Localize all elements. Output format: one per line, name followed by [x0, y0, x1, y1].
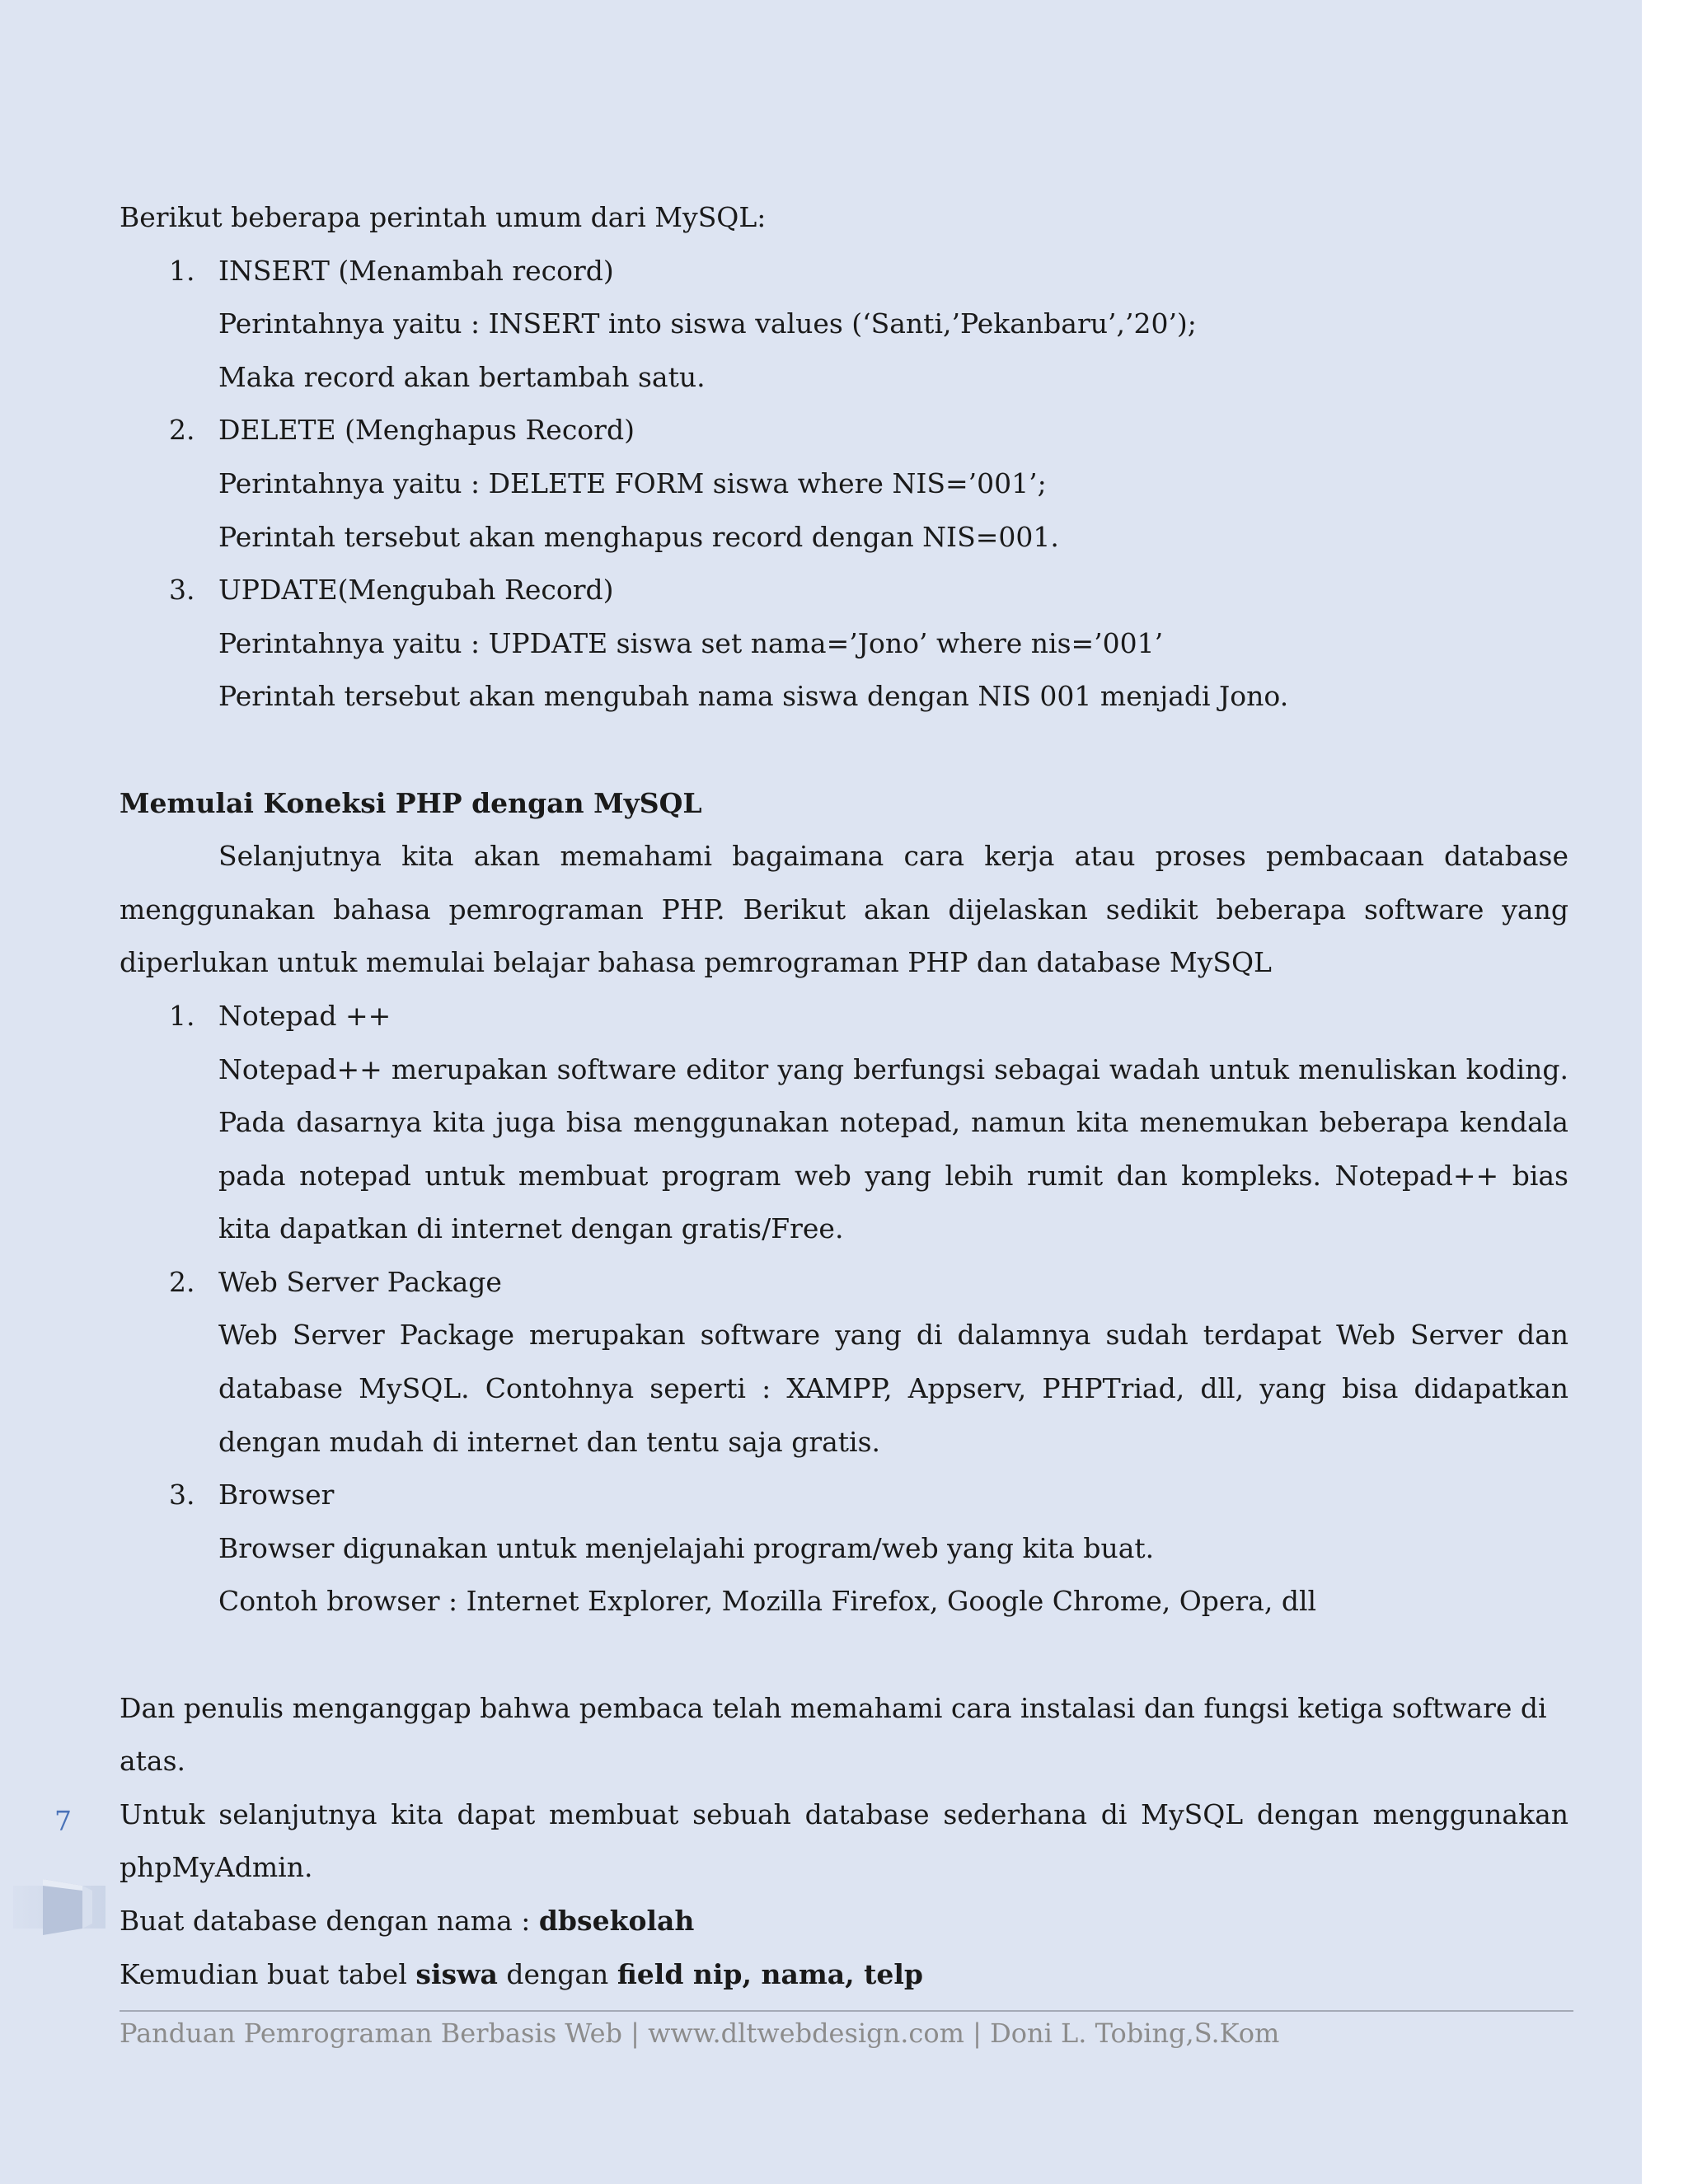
page-content — [120, 191, 1568, 2001]
table-fields: field nip, nama, telp — [617, 1957, 923, 1990]
command-syntax: Perintahnya yaitu : DELETE FORM siswa where NIS=’001’; — [218, 466, 1047, 499]
command-item-update — [120, 564, 1568, 724]
list-number: 2. — [169, 414, 195, 447]
command-result: Maka record akan bertambah satu. — [218, 360, 706, 393]
software-examples: Contoh browser : Internet Explorer, Mozilla Firefox, Google Chrome, Opera, dll — [218, 1585, 1317, 1618]
page-number: 7 — [54, 1805, 72, 1837]
software-item-browser — [120, 1469, 1568, 1629]
list-number: 3. — [169, 574, 195, 607]
intro-text: Berikut beberapa perintah umum dari MySQL: — [120, 201, 767, 233]
page-tab-icon — [13, 1876, 106, 1938]
section-heading: Memulai Koneksi PHP dengan MySQL — [120, 786, 702, 819]
database-label: Buat database dengan nama : — [120, 1905, 539, 1937]
closing-phpmyadmin: Untuk selanjutnya kita dapat membuat sebuah database sederhana di MySQL dengan menggunakan phpMyAdmin. — [120, 1797, 1568, 1884]
software-item-webserver — [120, 1256, 1568, 1469]
database-name: dbsekolah — [538, 1905, 695, 1937]
software-list — [120, 990, 1568, 1629]
table-prefix: Kemudian buat tabel — [120, 1957, 416, 1990]
command-list — [120, 245, 1568, 724]
table-name: siswa — [415, 1957, 498, 1990]
database-instruction — [120, 1895, 1568, 1948]
command-item-insert — [120, 245, 1568, 405]
command-title: UPDATE(Mengubah Record) — [218, 574, 614, 607]
list-item — [120, 245, 1568, 298]
software-description: Notepad++ merupakan software editor yang berfungsi sebagai wadah untuk menuliskan koding. Pada dasarnya kita juga bisa menggunakan notepad, namun kita menemukan beberapa kendala pada notepad untuk membuat program web yang lebih rumit dan kompleks. Notepad++ bias kita dapatkan di internet dengan gratis/Free. — [218, 1052, 1568, 1245]
section-paragraph: Selanjutnya kita akan memahami bagaimana cara kerja atau proses pembacaan database menggunakan bahasa pemrograman PHP. Berikut akan dijelaskan sedikit beberapa software yang diperlukan untuk memulai belajar bahasa pemrograman PHP dan database MySQL — [120, 840, 1568, 979]
page-footer: Panduan Pemrograman Berbasis Web | www.dltwebdesign.com | Doni L. Tobing,S.Kom — [120, 2018, 1280, 2049]
command-item-delete — [120, 404, 1568, 564]
closing-line: Dan penulis menganggap bahwa pembaca telah memahami cara instalasi dan fungsi ketiga software di atas. — [120, 1691, 1547, 1778]
list-item — [120, 1256, 1568, 1310]
software-description: Browser digunakan untuk menjelajahi program/web yang kita buat. — [218, 1531, 1155, 1564]
command-result: Perintah tersebut akan mengubah nama siswa dengan NIS 001 menjadi Jono. — [218, 680, 1289, 713]
list-number: 1. — [169, 254, 195, 287]
software-item-notepad — [120, 990, 1568, 1256]
table-instruction — [120, 1948, 1568, 2002]
command-title: DELETE (Menghapus Record) — [218, 414, 635, 447]
list-item — [120, 1469, 1568, 1522]
command-syntax: Perintahnya yaitu : INSERT into siswa values (‘Santi,’Pekanbaru’,’20’); — [218, 307, 1197, 340]
list-item — [120, 990, 1568, 1043]
spacer — [120, 1629, 1568, 1682]
table-middle: dengan — [497, 1957, 617, 1990]
list-number: 2. — [169, 1265, 195, 1298]
software-title: Browser — [218, 1479, 335, 1511]
command-result: Perintah tersebut akan menghapus record dengan NIS=001. — [218, 520, 1059, 553]
command-title: INSERT (Menambah record) — [218, 254, 614, 287]
list-item — [120, 564, 1568, 617]
software-description: Web Server Package merupakan software yang di dalamnya sudah terdapat Web Server dan database MySQL. Contohnya seperti : XAMPP, Appserv, PHPTriad, dll, yang bisa didapatkan dengan mudah di internet dan tentu saja gratis. — [218, 1319, 1568, 1458]
list-item — [120, 404, 1568, 457]
list-number: 3. — [169, 1479, 195, 1511]
list-number: 1. — [169, 999, 195, 1032]
spacer — [120, 724, 1568, 777]
command-syntax: Perintahnya yaitu : UPDATE siswa set nama=’Jono’ where nis=’001’ — [218, 626, 1164, 659]
software-title: Web Server Package — [218, 1265, 502, 1298]
software-title: Notepad ++ — [218, 999, 392, 1032]
